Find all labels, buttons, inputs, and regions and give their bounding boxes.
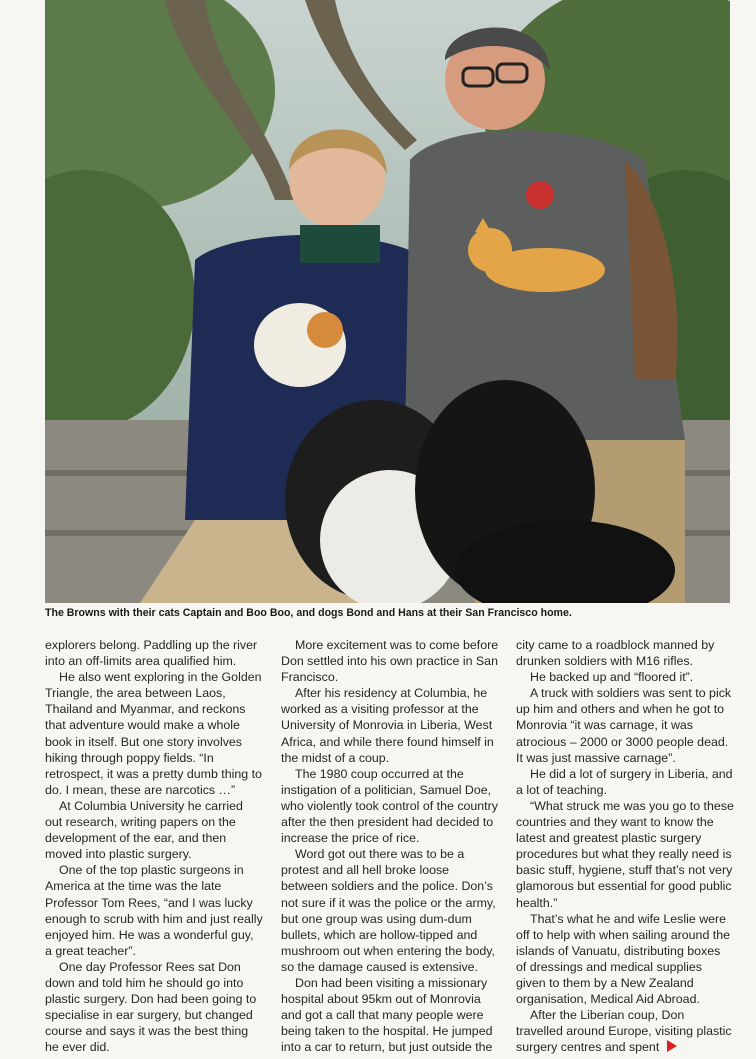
paragraph bbox=[516, 1007, 734, 1055]
paragraph: He did a lot of surgery in Liberia, and a lot of teaching. bbox=[516, 766, 733, 797]
paragraph: He also went exploring in the Golden Triangle, the area between Laos, Thailand and Myanmar, and reckons that adventure would make a whole book in itself. But one story involves hiking through poppy fields. “In retrospect, it was a pretty dumb thing to do. I mean, these are narcotics …” bbox=[45, 670, 262, 797]
paragraph: The 1980 coup occurred at the instigation of a politician, Samuel Doe, who violently took control of the country after the then president had decided to increase the price of rice. bbox=[281, 766, 498, 846]
paragraph: After his residency at Columbia, he worked as a visiting professor at the University of Monrovia in Liberia, West Africa, and while there found himself in the midst of a coup. bbox=[281, 686, 494, 765]
paragraph: “What struck me was you go to these countries and they want to know the latest and greatest plastic surgery procedures but what they really need is basic stuff, hygiene, stuff that’s not very glamorous but essential for good public health.” bbox=[516, 798, 734, 910]
feature-photo bbox=[45, 0, 730, 603]
paragraph: He backed up and “floored it”. bbox=[530, 670, 694, 685]
text-column-3 bbox=[516, 637, 734, 1055]
photo-illustration bbox=[45, 0, 730, 603]
paragraph: One day Professor Rees sat Don down and told him he should go into plastic surgery. Don had been going to specialise in ear surgery, but changed course and says it was the best thing he ever did. bbox=[45, 959, 257, 1055]
paragraph: That’s what he and wife Leslie were off to help with when sailing around the islands of Vanuatu, distributing boxes of dressings and medical supplies given to them by a New Zealand organisation, Medical Aid Abroad. bbox=[516, 911, 730, 1007]
continue-arrow-icon bbox=[667, 1040, 677, 1052]
paragraph: At Columbia University he carried out research, writing papers on the development of the ear, and then moved into plastic surgery. bbox=[45, 798, 243, 862]
paragraph: One of the top plastic surgeons in America at the time was the late Professor Tom Rees, “and I was lucky enough to scrub with him and just really enjoyed him. He was a wonderful guy, a great teacher”. bbox=[45, 863, 263, 958]
paragraph: explorers belong. Paddling up the river into an off-limits area qualified him. bbox=[45, 638, 258, 669]
text-column-1 bbox=[45, 637, 263, 1055]
paragraph: Don had been visiting a missionary hospital about 95km out of Monrovia and got a call that many people were being taken to the hospital. He jumped into a car to return, but just outside the bbox=[281, 975, 493, 1055]
paragraph: Word got out there was to be a protest and all hell broke loose between soldiers and the police. Don’s not sure if it was the police or the army, but one group was using dum-dum bullets, which are hollow-tipped and mushroom out when entering the body, so the damage caused is extensive. bbox=[281, 847, 496, 974]
text-column-2 bbox=[281, 637, 499, 1055]
paragraph: city came to a roadblock manned by drunken soldiers with M16 rifles. bbox=[516, 638, 715, 669]
paragraph: A truck with soldiers was sent to pick up him and others and when he got to Monrovia “it was carnage, it was atrocious – 2000 or 3000 people dead. It was just massive carnage”. bbox=[516, 686, 732, 765]
paragraph-text: After the Liberian coup, Don travelled around Europe, visiting plastic surgery centres and spent bbox=[516, 1008, 732, 1055]
photo-caption: The Browns with their cats Captain and Boo Boo, and dogs Bond and Hans at their San Francisco home. bbox=[45, 607, 572, 619]
paragraph: More excitement was to come before Don settled into his own practice in San Francisco. bbox=[281, 638, 499, 685]
